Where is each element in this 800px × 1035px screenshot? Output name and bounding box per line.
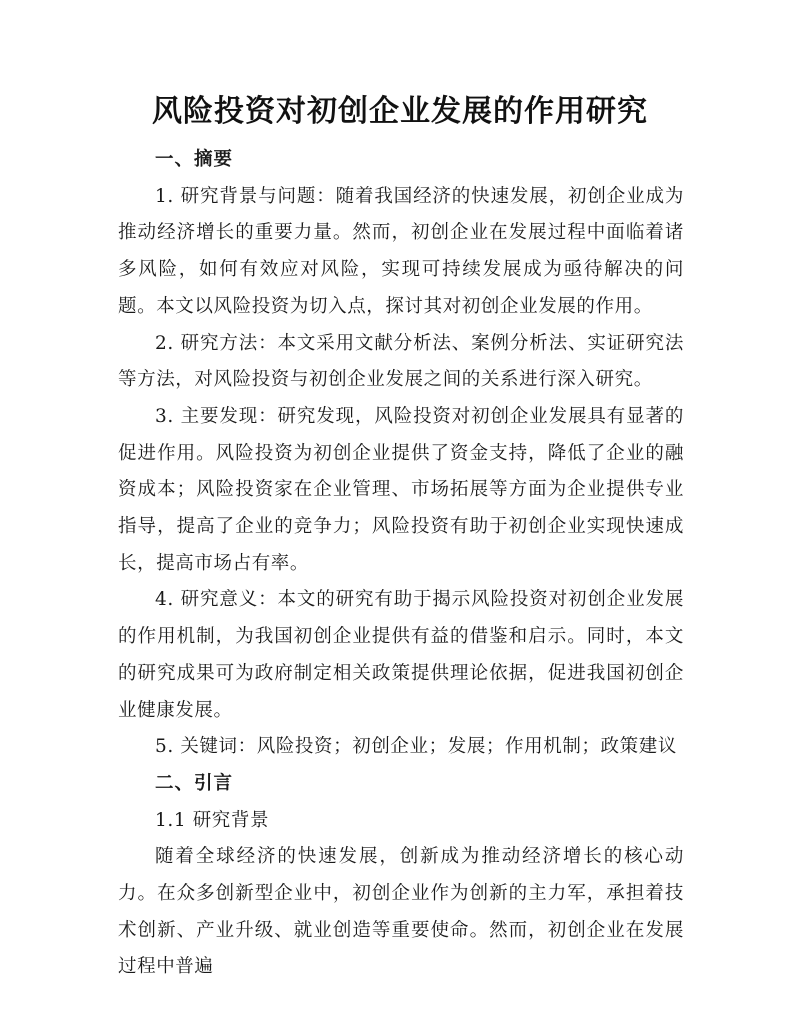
abstract-paragraph-findings: 3. 主要发现：研究发现，风险投资对初创企业发展具有显著的促进作用。风险投资为初创企业提供了资金支持，降低了企业的融资成本；风险投资家在企业管理、市场拓展等方面为企业提供专业指导，提高了企业的竞争力；风险投资有助于初创企业实现快速成长，提高市场占有率。: [118, 405, 684, 574]
document-title: 风险投资对初创企业发展的作用研究: [152, 94, 648, 129]
abstract-paragraph-background: 1. 研究背景与问题：随着我国经济的快速发展，初创企业成为推动经济增长的重要力量。然而，初创企业在发展过程中面临着诸多风险，如何有效应对风险，实现可持续发展成为亟待解决的问题。本文以风险投资为切入点，探讨其对初创企业发展的作用。: [118, 185, 684, 317]
abstract-paragraph-method: 2. 研究方法：本文采用文献分析法、案例分析法、实证研究法等方法，对风险投资与初创企业发展之间的关系进行深入研究。: [118, 332, 684, 391]
abstract-paragraph-significance: 4. 研究意义：本文的研究有助于揭示风险投资对初创企业发展的作用机制，为我国初创企业提供有益的借鉴和启示。同时，本文的研究成果可为政府制定相关政策提供理论依据，促进我国初创企业健康发展。: [118, 589, 684, 721]
intro-paragraph-background: 随着全球经济的快速发展，创新成为推动经济增长的核心动力。在众多创新型企业中，初创企业作为创新的主力军，承担着技术创新、产业升级、就业创造等重要使命。然而，初创企业在发展过程中普遍: [118, 846, 684, 978]
section-heading-intro: 二、引言: [155, 772, 234, 794]
subsection-heading-background: 1.1 研究背景: [155, 809, 270, 831]
section-heading-abstract: 一、摘要: [155, 149, 234, 170]
abstract-paragraph-keywords: 5. 关键词：风险投资；初创企业；发展；作用机制；政策建议: [155, 736, 677, 758]
document-body: [118, 142, 684, 986]
